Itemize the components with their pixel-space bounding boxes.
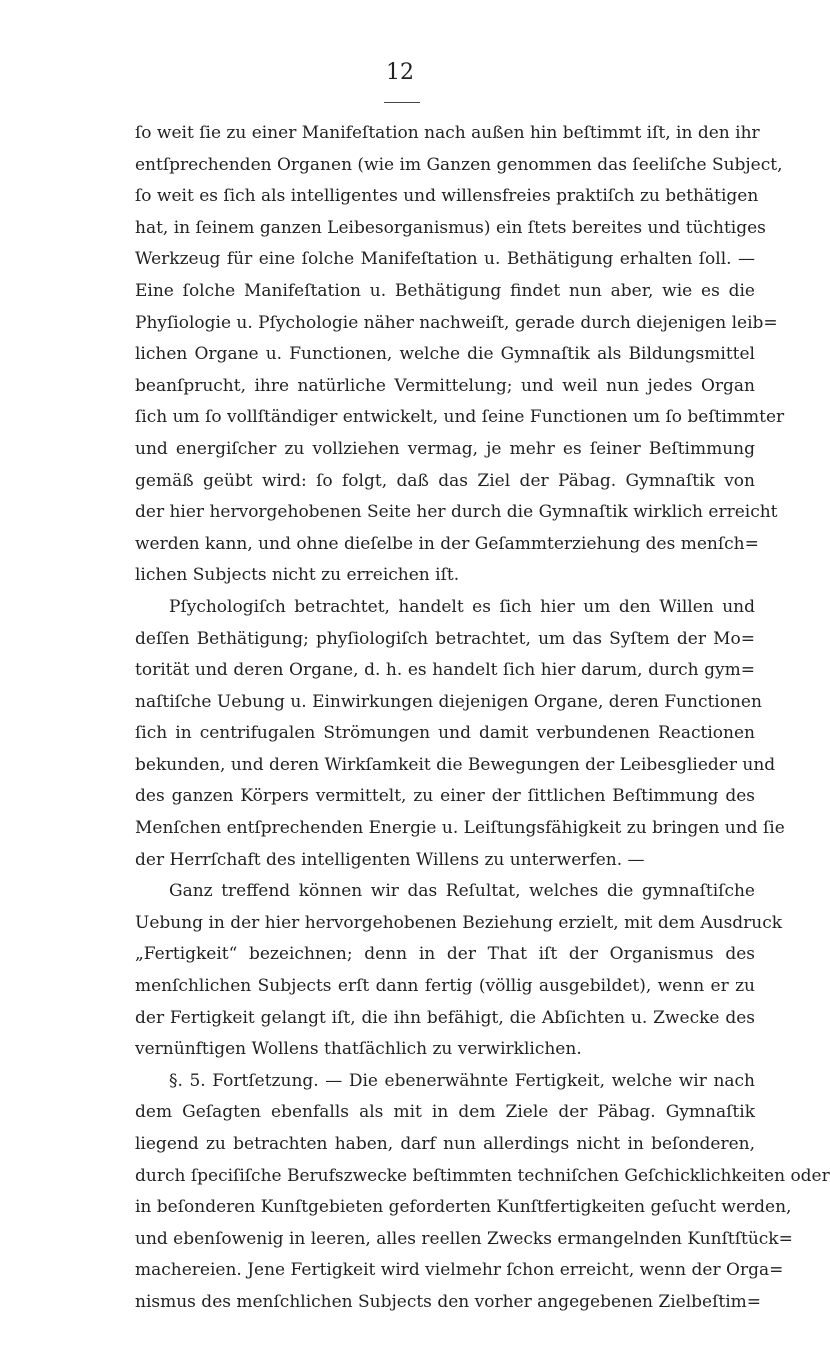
- text-line: vernünftigen Wollens thatſächlich zu verwirklichen.: [135, 1039, 582, 1060]
- text-line: bekunden, und deren Wirkſamkeit die Bewegungen der Leibesglieder und: [135, 754, 776, 775]
- text-line: hat, in ſeinem ganzen Leibesorganismus) ein ſtets bereites und tüchtiges: [135, 217, 766, 238]
- text-line: der Herrſchaft des intelligenten Willens zu unterwerfen. —: [135, 849, 645, 870]
- page-number: 12: [386, 60, 414, 85]
- text-line: nismus des menſchlichen Subjects den vorher angegebenen Zielbeſtim=: [135, 1291, 762, 1312]
- text-line: torität und deren Organe, d. h. es handelt ſich hier darum, durch gym=: [135, 660, 755, 681]
- text-line: ſich um ſo vollſtändiger entwickelt, und ſeine Functionen um ſo beſtimmter: [135, 407, 785, 428]
- text-line: der Fertigkeit gelangt iſt, die ihn befähigt, die Abſichten u. Zwecke des: [135, 1007, 755, 1028]
- paragraph: [135, 1066, 830, 1319]
- text-line: lichen Organe u. Functionen, welche die Gymnaſtik als Bildungsmittel: [135, 344, 755, 365]
- text-line: Uebung in der hier hervorgehobenen Beziehung erzielt, mit dem Ausdruck: [135, 912, 783, 933]
- text-line: in beſonderen Kunſtgebieten geforderten Kunſtfertigkeiten geſucht werden,: [135, 1197, 792, 1218]
- text-line: und energiſcher zu vollziehen vermag, je mehr es ſeiner Beſtimmung: [135, 438, 755, 459]
- text-line: Pſychologiſch betrachtet, handelt es ſich hier um den Willen und: [169, 596, 755, 617]
- text-line: ſo weit es ſich als intelligentes und willensfreies praktiſch zu bethätigen: [135, 186, 759, 207]
- text-line: „Fertigkeit“ bezeichnen; denn in der That iſt der Organismus des: [135, 944, 755, 965]
- text-line: naſtiſche Uebung u. Einwirkungen diejenigen Organe, deren Functionen: [135, 691, 762, 712]
- text-line: machereien. Jene Fertigkeit wird vielmehr ſchon erreicht, wenn der Orga=: [135, 1260, 784, 1281]
- text-line: werden kann, und ohne dieſelbe in der Geſammterziehung des menſch=: [135, 533, 759, 554]
- text-line: Menſchen entſprechenden Energie u. Leiſtungsfähigkeit zu bringen und ſie: [135, 818, 785, 839]
- paragraph: [135, 118, 785, 592]
- text-line: Werkzeug für eine ſolche Manifeſtation u. Bethätigung erhalten ſoll. —: [135, 249, 755, 270]
- page-number-rule: [384, 102, 420, 103]
- text-line: entſprechenden Organen (wie im Ganzen genommen das ſeeliſche Subject,: [135, 154, 783, 175]
- text-line: Ganz treffend können wir das Reſultat, welches die gymnaſtiſche: [169, 881, 755, 902]
- text-line: durch ſpeciſiſche Berufszwecke beſtimmten techniſchen Geſchicklichkeiten oder: [135, 1165, 830, 1186]
- text-line: liegend zu betrachten haben, darf nun allerdings nicht in beſonderen,: [135, 1134, 755, 1154]
- text-line: menſchlichen Subjects erſt dann fertig (völlig ausgebildet), wenn er zu: [135, 976, 755, 997]
- paragraph: [135, 592, 785, 876]
- text-line: deſſen Bethätigung; phyſiologiſch betrachtet, um das Syſtem der Mo=: [135, 628, 755, 649]
- text-line: Eine ſolche Manifeſtation u. Bethätigung findet nun aber, wie es die: [135, 280, 755, 301]
- text-line: gemäß geübt wird: ſo folgt, daß das Ziel der Päbag. Gymnaſtik von: [135, 470, 755, 491]
- text-line: und ebenſowenig in leeren, alles reellen Zwecks ermangelnden Kunſtſtück=: [135, 1228, 793, 1249]
- text-line: dem Geſagten ebenfalls als mit in dem Ziele der Päbag. Gymnaſtik: [135, 1102, 755, 1123]
- text-line: ſo weit ſie zu einer Manifeſtation nach außen hin beſtimmt iſt, in den ihr: [135, 123, 760, 143]
- paragraph: [135, 876, 783, 1066]
- text-line: §. 5. Fortſetzung. — Die ebenerwähnte Fertigkeit, welche wir nach: [169, 1070, 755, 1091]
- body-text: [135, 118, 830, 1319]
- text-line: des ganzen Körpers vermittelt, zu einer der ſittlichen Beſtimmung des: [135, 786, 755, 807]
- text-line: lichen Subjects nicht zu erreichen iſt.: [135, 565, 460, 586]
- text-line: ſich in centrifugalen Strömungen und damit verbundenen Reactionen: [135, 723, 755, 744]
- text-line: der hier hervorgehobenen Seite her durch die Gymnaſtik wirklich erreicht: [135, 502, 778, 523]
- text-line: beanſprucht, ihre natürliche Vermittelung; und weil nun jedes Organ: [135, 375, 755, 396]
- text-line: Phyſiologie u. Pſychologie näher nachweiſt, gerade durch diejenigen leib=: [135, 312, 778, 333]
